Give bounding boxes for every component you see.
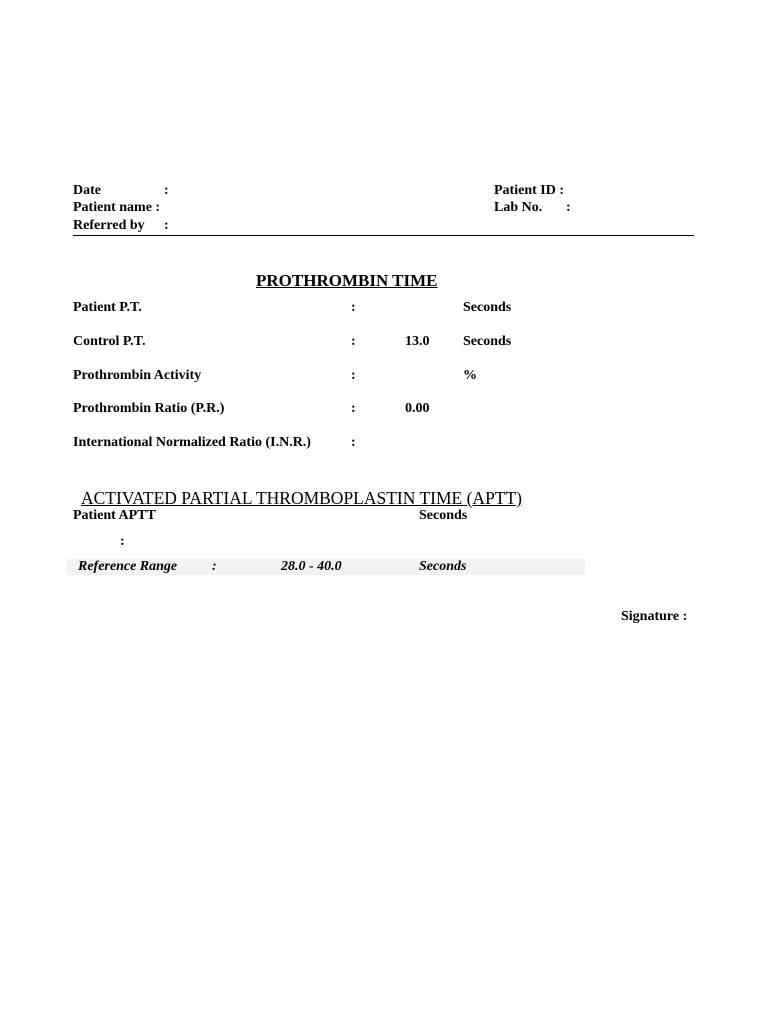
pt-row-colon: : [351, 435, 356, 450]
pt-row-colon: : [351, 300, 356, 315]
header-divider [73, 235, 694, 236]
pt-row-label: Patient P.T. [73, 300, 142, 315]
date-label: Date [73, 183, 101, 198]
pt-row-colon: : [351, 334, 356, 349]
aptt-patient-unit: Seconds [419, 508, 468, 523]
pt-row-colon: : [351, 401, 356, 416]
patient-id-label: Patient ID : [494, 183, 564, 198]
pt-row-unit: Seconds [463, 334, 512, 349]
pt-section-title: PROTHROMBIN TIME [256, 271, 438, 290]
pt-row-unit: Seconds [463, 300, 512, 315]
lab-no-colon: : [566, 200, 571, 215]
pt-row-value: 0.00 [405, 401, 430, 416]
pt-row-label: International Normalized Ratio (I.N.R.) [73, 435, 311, 450]
date-colon: : [164, 183, 169, 198]
reference-range-colon: : [212, 559, 217, 574]
reference-range-value: 28.0 - 40.0 [281, 559, 342, 574]
reference-range-label: Reference Range [78, 559, 178, 574]
pt-row-label: Control P.T. [73, 334, 146, 349]
reference-range-unit: Seconds [419, 559, 467, 574]
aptt-section-title: ACTIVATED PARTIAL THROMBOPLASTIN TIME (APTT) [81, 488, 523, 508]
aptt-patient-colon: : [120, 534, 125, 549]
referred-by-label: Referred by [73, 218, 145, 233]
pt-row-label: Prothrombin Activity [73, 368, 202, 383]
signature-label: Signature : [621, 609, 688, 624]
pt-row-value: 13.0 [405, 334, 430, 349]
aptt-patient-label: Patient APTT [73, 508, 156, 523]
lab-no-label: Lab No. [494, 200, 543, 215]
patient-name-label: Patient name : [73, 200, 161, 215]
pt-row-colon: : [351, 368, 356, 383]
pt-row-unit: % [463, 368, 477, 383]
pt-row-label: Prothrombin Ratio (P.R.) [73, 401, 225, 416]
referred-by-colon: : [164, 218, 169, 233]
